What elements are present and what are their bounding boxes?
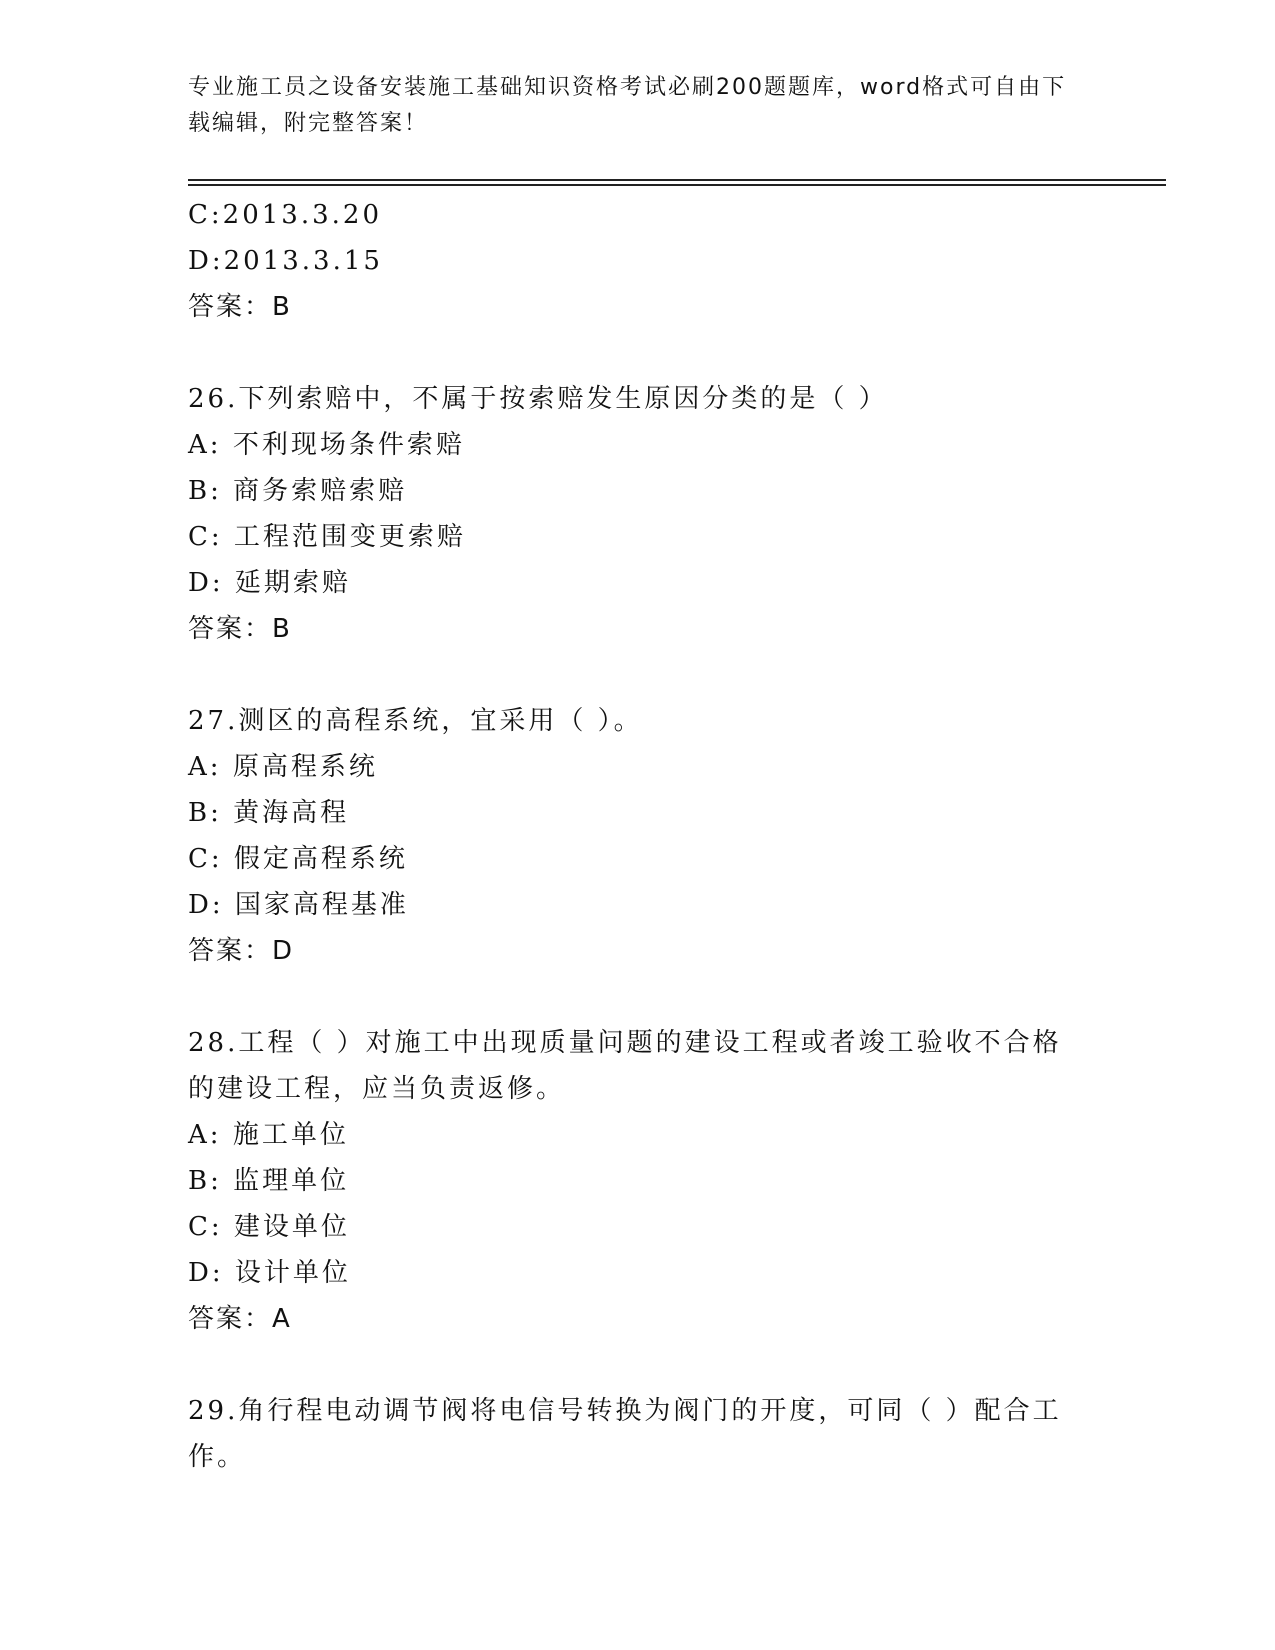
option-letter: C: xyxy=(188,200,223,230)
question-stem: 29.角行程电动调节阀将电信号转换为阀门的开度，可同（ ）配合工作。 xyxy=(188,1396,1062,1472)
option-letter: D: xyxy=(188,1258,224,1288)
option-c xyxy=(188,836,1068,882)
option-text: 黄海高程 xyxy=(233,798,350,828)
option-text: 工程范围变更索赔 xyxy=(233,522,466,552)
question-block-27 xyxy=(188,698,1068,974)
question-list xyxy=(188,192,1068,1480)
option-text: 国家高程基准 xyxy=(234,890,409,920)
answer-line: 答案：A xyxy=(188,1304,292,1334)
option-letter: C: xyxy=(188,844,223,874)
option-a xyxy=(188,422,1068,468)
question-block-carryover xyxy=(188,192,1068,330)
question-block-29 xyxy=(188,1388,1068,1480)
question-stem: 28.工程（ ）对施工中出现质量问题的建设工程或者竣工验收不合格的建设工程，应当负责返修。 xyxy=(188,1028,1062,1104)
option-text: 原高程系统 xyxy=(232,752,378,782)
option-b xyxy=(188,1158,1068,1204)
option-b xyxy=(188,468,1068,514)
answer-line: 答案：D xyxy=(188,936,295,966)
question-stem: 27.测区的高程系统，宜采用（ ）。 xyxy=(188,706,643,736)
option-text: 2013.3.20 xyxy=(222,200,382,230)
option-letter: C: xyxy=(188,1212,223,1242)
question-stem: 26.下列索赔中，不属于按索赔发生原因分类的是（ ） xyxy=(188,384,888,414)
option-c xyxy=(188,192,1068,238)
option-letter: B: xyxy=(188,798,222,828)
option-text: 设计单位 xyxy=(234,1258,351,1288)
option-b xyxy=(188,790,1068,836)
option-d xyxy=(188,1250,1068,1296)
option-letter: C: xyxy=(188,522,223,552)
question-block-28 xyxy=(188,1020,1068,1342)
option-c xyxy=(188,514,1068,560)
option-text: 施工单位 xyxy=(232,1120,349,1150)
option-letter: A: xyxy=(188,1120,222,1150)
option-a xyxy=(188,1112,1068,1158)
option-d xyxy=(188,882,1068,928)
document-header xyxy=(188,70,1068,142)
question-block-26 xyxy=(188,376,1068,652)
header-title: 专业施工员之设备安装施工基础知识资格考试必刷200题题库，word格式可自由下载编辑，附完整答案！ xyxy=(188,75,1067,136)
option-letter: D: xyxy=(188,890,224,920)
option-letter: A: xyxy=(188,752,222,782)
option-text: 2013.3.15 xyxy=(223,246,383,276)
option-text: 监理单位 xyxy=(233,1166,350,1196)
option-text: 假定高程系统 xyxy=(233,844,408,874)
option-text: 商务索赔索赔 xyxy=(233,476,408,506)
option-letter: D: xyxy=(188,246,224,276)
option-letter: A: xyxy=(188,430,222,460)
header-divider-top xyxy=(188,179,1166,181)
answer-line: 答案：B xyxy=(188,292,292,322)
option-text: 延期索赔 xyxy=(234,568,351,598)
option-text: 建设单位 xyxy=(233,1212,350,1242)
option-letter: B: xyxy=(188,1166,222,1196)
option-d xyxy=(188,560,1068,606)
option-a xyxy=(188,744,1068,790)
option-c xyxy=(188,1204,1068,1250)
option-letter: B: xyxy=(188,476,222,506)
header-divider-bottom xyxy=(188,184,1166,186)
answer-line: 答案：B xyxy=(188,614,292,644)
option-letter: D: xyxy=(188,568,224,598)
option-text: 不利现场条件索赔 xyxy=(232,430,465,460)
option-d xyxy=(188,238,1068,284)
